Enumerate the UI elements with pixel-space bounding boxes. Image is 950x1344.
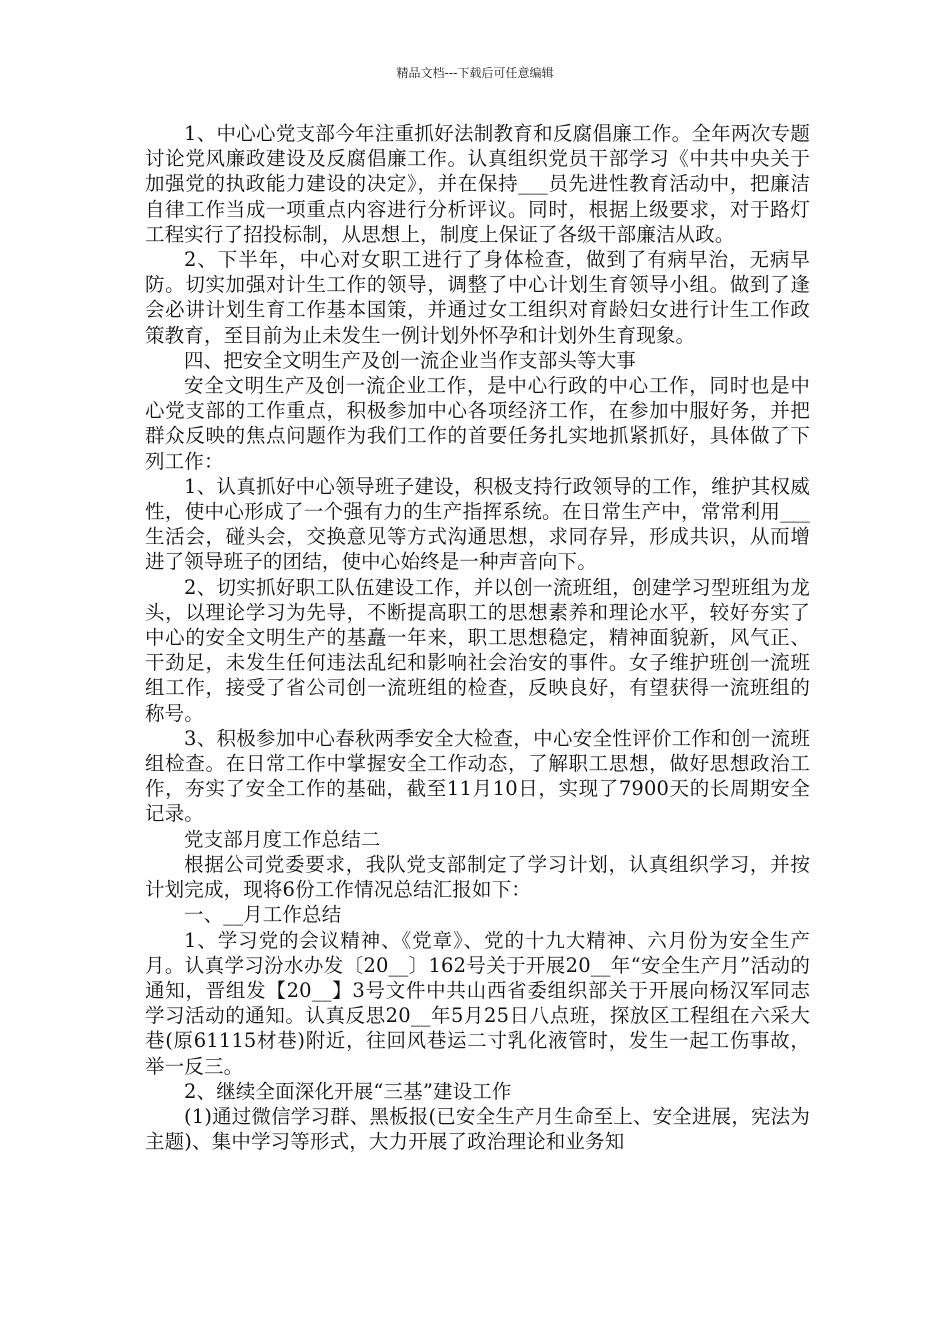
paragraph: 1、中心心党支部今年注重抓好法制教育和反腐倡廉工作。全年两次专题讨论党风廉政建设及反腐倡廉工作。认真组织党员干部学习《中共中央关于加强党的执政能力建设的决定》，并在保持___员先进性教育活动中，把廉洁自律工作当成一项重点内容进行分析评议。同时，根据上级要求，对于路灯工程实行了招投标制，从思想上，制度上保证了各级干部廉洁从政。 xyxy=(145,122,810,246)
section-heading: 四、把安全文明生产及创一流企业当作支部头等大事 xyxy=(184,348,636,372)
paragraph: 安全文明生产及创一流企业工作，是中心行政的中心工作，同时也是中心党支部的工作重点，积极参加中心各项经济工作，在参加中服好务，并把群众反映的焦点问题作为我们工作的首要任务扎实地抓紧抓好，具体做了下列工作： xyxy=(145,374,810,473)
paragraph: 1、学习党的会议精神、《党章》、党的十九大精神、六月份为安全生产月。认真学习汾水办发〔20__〕162号关于开展20__年“安全生产月”活动的通知，晋组发【20__】3号文件中共山西省委组织部关于开展向杨汉军同志学习活动的通知。认真反思20__年5月25日八点班，探放区工程组在六采大巷(原61115材巷)附近，往回风巷运二寸乳化液管时，发生一起工伤事故，举一反三。 xyxy=(145,928,810,1078)
paragraph: 2、继续全面深化开展“三基”建设工作 xyxy=(184,1079,512,1103)
paragraph: 1、认真抓好中心领导班子建设，积极支持行政领导的工作，维护其权威性，使中心形成了一个强有力的生产指挥系统。在日常生产中，常常利用___生活会，碰头会，交换意见等方式沟通思想，求同存异，形成共识，从而增进了领导班子的团结，使中心始终是一种声音向下。 xyxy=(145,474,810,574)
document-body xyxy=(145,121,810,1154)
paragraph: 2、下半年，中心对女职工进行了身体检查，做到了有病早治，无病早防。切实加强对计生工作的领导，调整了中心计划生育领导小组。做到了逢会必讲计划生育工作基本国策，并通过女工组织对育龄妇女进行计生工作政策教育，至目前为止未发生一例计划外怀孕和计划外生育现象。 xyxy=(145,248,810,347)
section-title: 党支部月度工作总结二 xyxy=(184,827,381,851)
section-heading: 一、__月工作总结 xyxy=(184,903,342,927)
paragraph: (1)通过微信学习群、黑板报(已安全生产月生命至上、安全进展，宪法为主题)、集中学习等形式，大力开展了政治理论和业务知 xyxy=(145,1104,810,1154)
paragraph: 3、积极参加中心春秋两季安全大检查，中心安全性评价工作和创一流班组检查。在日常工作中掌握安全工作动态，了解职工思想，做好思想政治工作，夯实了安全工作的基础，截至11月10日，实现了7900天的长周期安全记录。 xyxy=(145,726,810,826)
paragraph: 根据公司党委要求，我队党支部制定了学习计划，认真组织学习，并按计划完成，现将6份工作情况总结汇报如下： xyxy=(145,852,810,902)
page-header: 精品文档---下载后可任意编辑 xyxy=(396,66,554,80)
paragraph: 2、切实抓好职工队伍建设工作，并以创一流班组，创建学习型班组为龙头，以理论学习为先导，不断提高职工的思想素养和理论水平，较好夯实了中心的安全文明生产的基矗一年来，职工思想稳定，精神面貌新，风气正、干劲足，未发生任何违法乱纪和影响社会治安的事件。女子维护班创一流班组工作，接受了省公司创一流班组的检查，反映良好，有望获得一流班组的称号。 xyxy=(145,575,810,725)
